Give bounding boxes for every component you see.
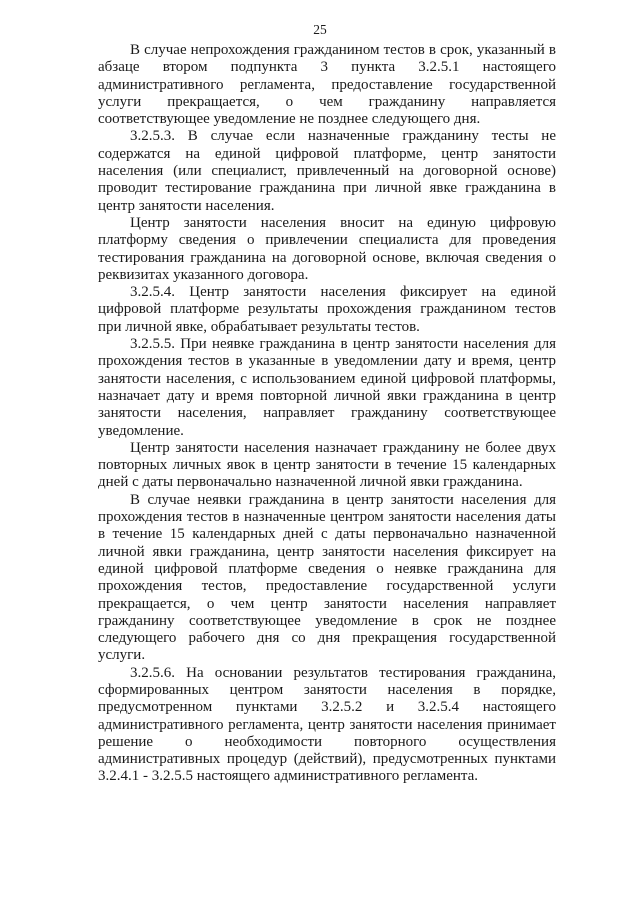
page-number: 25 bbox=[313, 22, 327, 37]
document-body bbox=[98, 42, 556, 786]
paragraph-3-2-5-3: 3.2.5.3. В случае если назначенные гражданину тесты не содержатся на единой цифровой платформе, центр занятости населения (или специалист, привлеченный на договорной основе) проводит тестирование гражданина при личной явке гражданина в центр занятости населения. bbox=[98, 128, 556, 214]
paragraph-3-2-5-6: 3.2.5.6. На основании результатов тестирования гражданина, сформированных центром занятости населения в порядке, предусмотренном пунктами 3.2.5.2 и 3.2.5.4 настоящего административного регламента, центр занятости населения принимает решение о необходимости повторного осуществления административных процедур (действий), предусмотренных пунктами 3.2.4.1 - 3.2.5.5 настоящего административного регламента. bbox=[98, 664, 556, 785]
paragraph-3-2-5-4: 3.2.5.4. Центр занятости населения фиксирует на единой цифровой платформе результаты прохождения гражданином тестов при личной явке, обрабатывает результаты тестов. bbox=[98, 284, 556, 335]
paragraph-specialist-info: Центр занятости населения вносит на единую цифровую платформу сведения о привлечении специалиста для проведения тестирования гражданина на договорной основе, включая сведения о реквизитах указанного договора. bbox=[98, 214, 556, 283]
paragraph-non-appearance: В случае неявки гражданина в центр занятости населения для прохождения тестов в назначенные центром занятости населения даты в течение 15 календарных дней с даты первоначально назначенной личной явки гражданина, центр занятости населения фиксирует на единой цифровой платформе сведения о неявке гражданина для прохождения тестов, предоставление государственной услуги прекращается, о чем центр занятости населения направляет гражданину соответствующее уведомление в срок не позднее следующего рабочего дня со дня прекращения государственной услуги. bbox=[98, 491, 556, 664]
paragraph-repeat-visits: Центр занятости населения назначает гражданину не более двух повторных личных явок в центр занятости в течение 15 календарных дней с даты первоначально назначенной личной явки гражданина. bbox=[98, 439, 556, 491]
paragraph-test-failure: В случае непрохождения гражданином тестов в срок, указанный в абзаце втором подпункта 3 пункта 3.2.5.1 настоящего административного регламента, предоставление государственной услуги прекращается, о чем гражданину направляется соответствующее уведомление не позднее следующего дня. bbox=[98, 42, 556, 128]
paragraph-3-2-5-5: 3.2.5.5. При неявке гражданина в центр занятости населения для прохождения тестов в указанные в уведомлении дату и время, центр занятости населения, с использованием единой цифровой платформы, назначает дату и время повторной личной явки гражданина в центр занятости населения, направляет гражданину соответствующее уведомление. bbox=[98, 336, 556, 439]
